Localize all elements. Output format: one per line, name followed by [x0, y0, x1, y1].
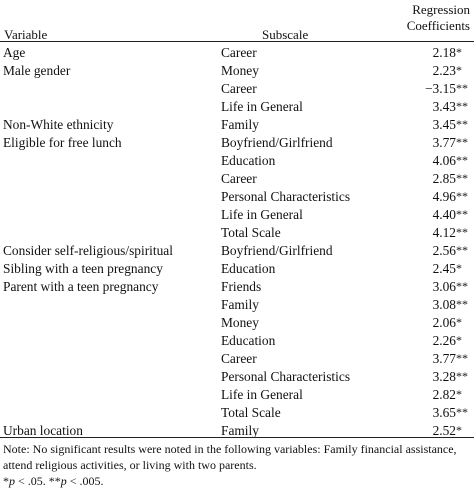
cell-coefficient: [408, 315, 462, 331]
cell-subscale: Personal Characteristics: [221, 189, 351, 204]
significance-marker: *: [456, 387, 462, 401]
table-row: [0, 44, 474, 62]
coefficient-value: 4.40: [432, 207, 456, 222]
header-rule: [0, 41, 474, 42]
cell-subscale: Career: [221, 81, 257, 96]
table-row: [0, 98, 474, 116]
coefficient-value: 4.12: [432, 225, 456, 240]
cell-coefficient: [408, 99, 468, 115]
coefficient-value: 4.06: [432, 153, 456, 168]
cell-coefficient: [408, 135, 468, 151]
cell-subscale: Boyfriend/Girlfriend: [221, 243, 333, 258]
coefficient-value: 2.26: [432, 333, 456, 348]
table-row: [0, 314, 474, 332]
cell-subscale: Career: [221, 171, 257, 186]
table-row: [0, 116, 474, 134]
cell-coefficient: [408, 369, 468, 385]
cell-subscale: Friends: [221, 279, 262, 294]
cell-subscale: Total Scale: [221, 225, 281, 240]
coefficient-value: 4.96: [432, 189, 456, 204]
cell-coefficient: [408, 387, 462, 403]
cell-coefficient: [408, 207, 468, 223]
significance-marker: **: [456, 405, 468, 419]
coefficient-value: 3.45: [432, 117, 456, 132]
coefficient-value: 3.28: [432, 369, 456, 384]
cell-coefficient: [408, 153, 468, 169]
coefficient-value: 2.06: [432, 315, 456, 330]
coefficient-value: 3.08: [432, 297, 456, 312]
table-row: [0, 80, 474, 98]
significance-marker: *: [456, 333, 462, 347]
table-row: [0, 296, 474, 314]
significance-marker: **: [456, 243, 468, 257]
note-p-2: p: [60, 474, 67, 488]
cell-coefficient: [408, 45, 462, 61]
cell-coefficient: [408, 351, 468, 367]
cell-subscale: Education: [221, 261, 276, 276]
coefficient-value: 3.77: [432, 351, 456, 366]
significance-marker: **: [456, 81, 468, 95]
table-row: [0, 260, 474, 278]
coefficient-value: 3.77: [432, 135, 456, 150]
header-coefficients: [407, 2, 470, 34]
cell-coefficient: [408, 225, 468, 241]
cell-coefficient: [408, 117, 468, 133]
significance-marker: **: [456, 189, 468, 203]
note-threshold-2: < .005.: [66, 474, 104, 488]
cell-coefficient: [408, 405, 468, 421]
header-coef-line2: Coefficients: [406, 18, 470, 33]
header-subscale: Subscale: [262, 27, 309, 42]
table-row: [0, 350, 474, 368]
significance-marker: *: [456, 45, 462, 59]
cell-subscale: Family: [221, 423, 259, 438]
table-row: [0, 386, 474, 404]
coefficient-value: 2.52: [432, 423, 456, 438]
cell-variable: Urban location: [3, 423, 83, 438]
significance-marker: **: [456, 207, 468, 221]
coefficient-value: 2.18: [432, 45, 456, 60]
cell-coefficient: [408, 189, 468, 205]
cell-subscale: Boyfriend/Girlfriend: [221, 135, 333, 150]
table-row: [0, 242, 474, 260]
significance-marker: *: [456, 261, 462, 275]
significance-marker: **: [456, 135, 468, 149]
table-row: [0, 152, 474, 170]
significance-marker: **: [456, 171, 468, 185]
table-row: [0, 170, 474, 188]
significance-marker: *: [456, 63, 462, 77]
table-row: [0, 332, 474, 350]
cell-coefficient: [408, 279, 468, 295]
significance-marker: **: [456, 153, 468, 167]
significance-marker: **: [456, 117, 468, 131]
coefficient-value: 2.45: [432, 261, 456, 276]
coefficient-value: 2.23: [432, 63, 456, 78]
cell-subscale: Career: [221, 45, 257, 60]
cell-subscale: Money: [221, 63, 259, 78]
note-star-1: *: [3, 474, 9, 488]
header-variable: Variable: [4, 27, 48, 42]
note-line-3: [3, 473, 471, 489]
significance-marker: **: [456, 99, 468, 113]
table-row: [0, 134, 474, 152]
cell-variable: Non-White ethnicity: [3, 117, 114, 132]
coefficient-value: 3.06: [432, 279, 456, 294]
coefficient-value: 2.85: [432, 171, 456, 186]
table-row: [0, 404, 474, 422]
cell-variable: Parent with a teen pregnancy: [3, 279, 159, 294]
cell-subscale: Education: [221, 333, 276, 348]
table-row: [0, 188, 474, 206]
table-note: [3, 441, 471, 489]
note-threshold-1: < .05.: [15, 474, 49, 488]
cell-coefficient: [408, 243, 468, 259]
cell-subscale: Life in General: [221, 207, 303, 222]
significance-marker: **: [456, 279, 468, 293]
note-line-1: Note: No significant results were noted in the following variables: Family financial assistance,: [3, 442, 457, 456]
significance-marker: **: [456, 297, 468, 311]
coefficient-value: 2.56: [432, 243, 456, 258]
significance-marker: **: [456, 369, 468, 383]
coefficient-value: 3.65: [432, 405, 456, 420]
significance-marker: **: [456, 225, 468, 239]
significance-marker: *: [456, 315, 462, 329]
table-row: [0, 206, 474, 224]
table-row: [0, 62, 474, 80]
cell-coefficient: [408, 333, 462, 349]
note-p-1: p: [9, 474, 15, 488]
cell-subscale: Life in General: [221, 99, 303, 114]
table-row: [0, 278, 474, 296]
cell-coefficient: [408, 81, 468, 97]
cell-variable: Age: [3, 45, 26, 60]
cell-coefficient: [408, 63, 462, 79]
cell-subscale: Career: [221, 351, 257, 366]
coefficient-value: −3.15: [425, 81, 456, 96]
cell-variable: Male gender: [3, 63, 71, 78]
cell-coefficient: [408, 297, 468, 313]
cell-subscale: Family: [221, 297, 259, 312]
header-coef-line1: Regression: [412, 2, 470, 17]
table-row: [0, 368, 474, 386]
coefficient-value: 2.82: [432, 387, 456, 402]
cell-subscale: Family: [221, 117, 259, 132]
cell-variable: Sibling with a teen pregnancy: [3, 261, 163, 276]
table-row: [0, 224, 474, 242]
significance-marker: *: [456, 423, 462, 437]
cell-variable: Consider self-religious/spiritual: [3, 243, 173, 258]
cell-coefficient: [408, 261, 462, 277]
bottom-rule: [0, 437, 474, 438]
cell-coefficient: [408, 171, 468, 187]
cell-subscale: Money: [221, 315, 259, 330]
significance-marker: **: [456, 351, 468, 365]
cell-subscale: Education: [221, 153, 276, 168]
note-star-2: **: [48, 474, 61, 488]
cell-subscale: Personal Characteristics: [221, 369, 351, 384]
cell-subscale: Total Scale: [221, 405, 281, 420]
cell-subscale: Life in General: [221, 387, 303, 402]
coefficient-value: 3.43: [432, 99, 456, 114]
cell-variable: Eligible for free lunch: [3, 135, 122, 150]
note-line-2: attend religious activities, or living with two parents.: [3, 458, 257, 472]
